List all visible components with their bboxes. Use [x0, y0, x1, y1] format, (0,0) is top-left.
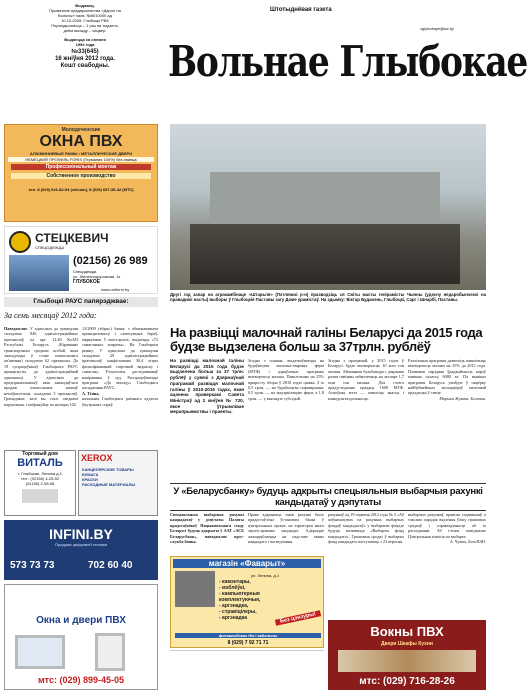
favarit-item: - стравіцілеры,	[219, 609, 257, 615]
founder-line: днём выхаду – чацвер.	[63, 28, 107, 33]
ad-favarit-address: ул. Ленина, д.1	[251, 573, 280, 578]
issue-number: №33(645)	[71, 49, 99, 55]
photo-caption: Другі год запар на агракамбінаце «Штарьля» (Пэтлевскі р-н) празводзіць ся Світы масты генірамісты Чынны (удзелу недаробынческі на праваднікі насты) выборы ў Глыбоцкія Паставы загу Доме урамістаў. На здымку: Віктар Буданэнь, Глыбоцкі, Сарг і Шнарбі, Паставы.	[170, 292, 486, 303]
printer-icon	[22, 489, 58, 503]
stetskevich-phone: (02156) 26 989	[73, 255, 148, 267]
founder-line: Вольны» пасв. №8010000 ад	[58, 13, 112, 18]
ad-stetskevich	[4, 226, 158, 294]
favarit-item: комплектуючыя,	[219, 597, 261, 603]
ad-xerox-brand: XEROX	[81, 453, 113, 463]
rubric-left-sub: За семь месяцаў 2012 года:	[4, 311, 97, 320]
ad-windows-topline: Молодеченские	[61, 127, 101, 133]
stetskevich-site: www.uniform.by	[101, 287, 130, 292]
lead-main: На развіцці малочнай галіны Беларусі да 2015 года будзе выдзелена больш за 37 трлн. рублёў у сувязі з Дзяржаўнай праграмай развіцця малочнай галіны ў 2010-2015 гадах, якая ацэнена праверкамі Савета Міністраў ад 2 жніўня № 720, якое ўтрымлівае мерапрыемствы і праекты.	[170, 358, 244, 415]
ad-vitas-title: Торговый дом	[22, 451, 58, 457]
col-mid	[82, 326, 158, 446]
rubric-left-title: Глыбоцкі РАУС папярэджвае:	[33, 298, 129, 305]
favarit-item: - мэблёўкі,	[219, 585, 246, 591]
founder-block	[25, 3, 145, 70]
people-group-shape	[190, 224, 460, 284]
col-mid-sign2: начальнік Глыбоцкага раённага аддзела ўнутраных спраў.	[82, 396, 158, 407]
headline-main: На развіцці малочнай галіны Беларусі да 2015 года будзе выдзелена больш за 37трлн. рублёў	[170, 325, 483, 354]
ad-windows	[4, 124, 158, 222]
ad-windows-service: Профессиональный монтаж	[11, 164, 151, 170]
col-bank3: рахункаў ад 19 чэрвеня 2012 года № 3 «Аб паўнамоцтвах па рахунках выбарчых фондаў кандыдатаў» у выбарчым фондзе будуць называцца «Выбарчы фонд кандыдата». Грашовыя сродкі ў выбарчы фонд кандыдата паступаюць з 23 верасня.	[328, 512, 404, 545]
main-photo	[170, 124, 486, 290]
ad-windows-phone: тел. 8 (029) 641-82-94 (velcom), 8 (029) 657-35-42 (МТС)	[28, 187, 134, 192]
ad-windows2-title: Окна и двери ПВХ	[36, 615, 126, 626]
founder-line: Прыватнае прадпрыемства «Дарогі на	[49, 8, 121, 13]
col-bank2: Права адкрываць такія рахункі было прадастаўлена ўстановам банка ў цэнтральным органе, на тэрыторыі якога зарэгістраваны кандыдат. Адкрыццё ажыццяўляецца на падставе заявы кандыдата і пасведчання.	[248, 512, 324, 545]
founder-label: Выдавец:	[75, 3, 95, 8]
weekly-tag: Штотыднёвая газета	[270, 7, 332, 13]
col-main2: Згодна з праграмай, у 2015 годзе ў Беларусі будзе вытворчасць 10 млн тон малака. Айчынныя бульбаводы і дзяржава разам павінны забяспечыць на экспарт 1,7 млн тон малака. Для гэтага прадугледжана прадаць 1600 МТФ. Асноўная мэта — павысіць якасць і канкурэнтаздольнасць.	[328, 358, 404, 401]
furniture-photo	[338, 650, 476, 672]
ad-favarit-title: магазін «Фаварыт»	[173, 559, 321, 568]
col-bank4	[408, 512, 486, 616]
ad-infini	[4, 520, 158, 580]
footer-space	[170, 650, 324, 690]
col-bank4-sign: А. Чумак, БелаПАН.	[450, 539, 486, 545]
since-label: Выдаецца са снежня	[64, 37, 106, 42]
col-main3-sign: Марына Жукава, Белапан.	[439, 395, 486, 401]
masthead-title: Вольнае Глыбокае	[168, 37, 527, 86]
ad-windows-production: Собственное производство	[11, 173, 151, 179]
ad-infini-phone1: 573 73 73	[10, 560, 55, 571]
col-bank4-text: выбарчых рахункаў, правілы гадаванняў, а таксама парадак вядзення ўліку грашовых сродкаў і справаздачнасці аб іх расходванні. Аб гэтым паведамляе Цэнтральная камісія па выбарах.	[408, 512, 486, 539]
founder-line: Перыядычнасць – 1 раз на тыдзень,	[51, 23, 119, 28]
col-main3	[408, 358, 486, 476]
ad-vitas	[4, 450, 76, 516]
door-icon	[95, 633, 125, 671]
col-bank1: Спецыяльныя выбарчыя рахункі кандыдатаў у дэпутаты Палаты прадстаўнікоў Нацыянальнага сходу Беларусі будуць адкрыты ў ААТ «АСБ Беларусбанк», паведамляе прэс-служба банка.	[170, 512, 244, 545]
stetskevich-address: ул. Железнодорожная, 1к	[73, 274, 121, 279]
ad-xerox-text: КАНЦЕЛЯРСКИЕ ТОВАРЫ БУМАГА КРАСКИ РАСХОДНЫЕ МАТЕРИАЛЫ	[82, 467, 136, 487]
issue-date: 16 жніўня 2012 года.	[55, 56, 115, 62]
col-mid-text: 13/2009 (абрыс) бачна: з абмежаваннем прынцыповасці і саматужных бараў, мяркуемна 5 маістэрскіх, выдаецца «72 самагонных апараты». На Глыбоцкім рынку: У адносінах да грамадзян складзена 29 адміністрацыйных пратаколаў, канфіскавана 30,4 літры фальсіфікаванай спіртавой вадкасці і самагону. Рэзультаты даследаванняў накіраваны ў суд. Распрацоўваецца праграма «Да выхаду» Глыбоцкага пасяджэння РАУС.	[82, 326, 158, 391]
col-main3-text: Рэалізацыя праграмы дазволіць павялічыць вытворчасць малака на 35% да 2015 года. Планавая сярэдняя ўраджайнасць кароў павінна скласці 6000 кг. Па выніках праграмы Беларусь увойдзе ў пяцёрку найбуйнейшых экспарцёраў малочнай прадукцыі ў свеце.	[408, 358, 486, 396]
building-shape	[210, 172, 440, 230]
since-year: 1994 года	[75, 42, 95, 47]
ad-vitas-phone: тел.: (02156) 4-25-52	[20, 476, 60, 481]
price: Кошт свабодны.	[60, 63, 110, 69]
favarit-item: - кампьютерныя	[219, 591, 260, 597]
ad-windows-title: ОКНА ПВХ	[39, 133, 123, 150]
ad-vokna-title: Вокны ПВХ	[370, 624, 444, 639]
ad-favarit-bottom: фотаальбомы Нік і кабэльны	[175, 633, 321, 638]
ad-windows2	[4, 584, 158, 690]
computer-photo	[175, 571, 215, 607]
favarit-item: - аргэнадка,	[219, 603, 249, 609]
ad-favarit-phone: 8 (029) 7 92 71 71	[227, 640, 269, 646]
ad-vokna-sub: Двери Шкафы Кухни	[381, 641, 433, 647]
masthead	[168, 36, 527, 91]
founder-line: 10.10.2005. Глыбоцкі РВК	[61, 18, 109, 23]
stetskevich-logo-icon	[9, 231, 31, 253]
ad-favarit-badge: Без цэнзуры!	[275, 610, 321, 625]
ad-vokna	[328, 620, 486, 690]
ad-vitas-phone2: (02156) 2-98-58	[25, 481, 55, 486]
col-left-lead: Паведамляе.	[4, 326, 29, 331]
col-main1: Згодна з планам, выдаткоўваецца на будаўніцтва малочна-тварных ферм (МТФ) і аднаўленне праграмы вытворчасці малака. Павелічэнне на 25% прыросту зборы ў 2010 годзе цяжка. З іх 0,5 трлн. — на будаўніцтва сыраварэння, 0,5 трлн. — на мадэрнізацыю ферм, а 1,8 трлн. — у выглядзе субсідый.	[248, 358, 324, 401]
ad-windows-profile: НЕМЕЦКИЙ ПРОФИЛЬ FORIS (Германия 100%) без свинца	[8, 157, 154, 162]
ad-favarit-items	[219, 579, 260, 621]
col-mid-sign: А. Тізіна,	[82, 390, 100, 396]
ad-xerox	[78, 450, 158, 516]
stetskevich-address-label: Спецодежда	[73, 269, 97, 274]
ad-vokna-phone: мтс: (029) 716-28-26	[359, 676, 455, 687]
ad-windows2-phone: мтс: (029) 899-45-05	[38, 675, 124, 685]
rubric-left	[4, 297, 158, 307]
ad-infini-sub: Продажа цифровой техники	[54, 542, 108, 547]
ad-windows-subtitle: АЛЮМИНИЕВЫЕ РАМЫ • МЕТАЛЛИЧЕСКИЕ ДВЕРИ	[29, 151, 133, 156]
ad-favarit	[170, 556, 324, 648]
col-left-text: У адносінах да грамадзян складзена 846 адміністрацыйных пратаколаў, па арт. 12.48 КоАП Рэспублікі Беларусь (Кіраванне транспартным сродкам асобай, якая знаходзіцца ў стане алкагольнага ап'янення) складзена 62 пратаколы. Да 19 супрацоўнікаў Глыбоцкага РАУС прыцягнуты да адміністрацыйнай адказнасці. У адносінах да прадпрымальнікаў, якія ажыццяўлялі продаж алкагольных напояў непаўналетнім, складзена 5 пратаколаў. Грамадзяне, калі вы сталі сведкамі парушэння, тэлефануйце па нумары 102.	[4, 326, 78, 407]
headline-belarus: У «Беларусбанку» будуць адкрыты спецыяльныя выбарчыя рахункі кандыдатаў у дэпутаты	[170, 483, 486, 511]
stetskevich-city: ГЛУБОКОЕ	[73, 279, 101, 285]
ad-vitas-name: ВИТАЛЬ	[17, 457, 63, 469]
ad-vitas-address: г. Глыбокае, Ленина д.1	[18, 471, 62, 476]
stetskevich-slogan: СПЕЦОДЕЖДА	[35, 245, 65, 250]
workwear-photo	[9, 255, 69, 291]
ad-infini-name: INFINI.BY	[49, 526, 113, 542]
favarit-item: - аргэнадка	[219, 615, 247, 621]
favarit-item: - камэнтары,	[219, 579, 251, 585]
ad-infini-phone2: 702 60 40	[88, 560, 133, 571]
col-left	[4, 326, 78, 446]
email: vglybokaye@tut.by	[420, 26, 454, 31]
window-icon	[15, 635, 65, 669]
stetskevich-brand: СТЕЦКЕВИЧ	[35, 231, 109, 245]
